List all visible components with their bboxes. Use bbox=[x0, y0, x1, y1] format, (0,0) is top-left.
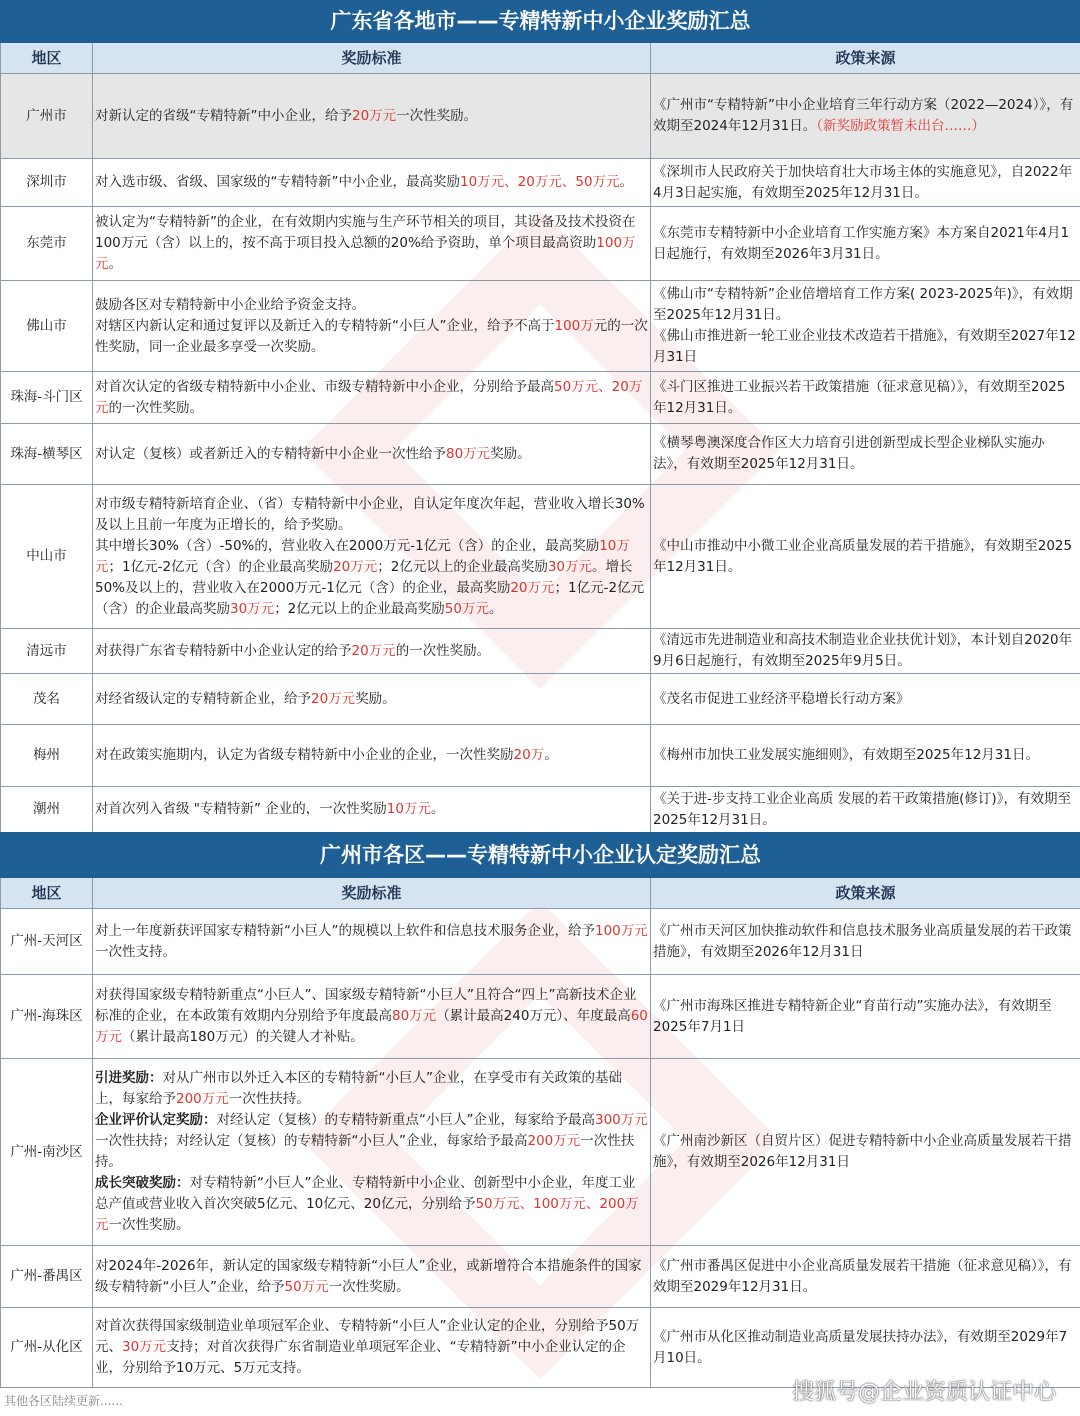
text-segment: 《广州市天河区加快推动软件和信息技术服务业高质量发展的若干政策措施》，有效期至2026年12月31日 bbox=[653, 922, 1072, 960]
text-segment: （累计最高180万元）的关键人才补贴。 bbox=[122, 1029, 364, 1045]
text-segment: 。增长50%及以上的，营业收入在2000万元-1亿元（含）的企业，最高奖励 bbox=[95, 558, 633, 596]
standard-cell bbox=[93, 74, 651, 159]
highlight-amount: 300万元 bbox=[595, 1112, 648, 1128]
source-watermark: 搜狐号@企业资质认证中心 bbox=[791, 1380, 1056, 1405]
source-cell bbox=[651, 674, 1080, 725]
text-segment: 《清远市先进制造业和高技术制造业企业扶优计划》，本计划自2020年9月6日起施行，有效期至2025年9月5日。 bbox=[653, 632, 1073, 669]
highlight-amount: 10万元、20万元、50万元 bbox=[460, 174, 620, 190]
text-segment: 对首次认定的省级专精特新中小企业、市级专精特新中小企业，分别给予最高 bbox=[95, 378, 554, 395]
text-segment: 一次性扶持。 bbox=[228, 1091, 310, 1107]
text-segment: 对专精特新“小巨人”企业、专精特新中小企业、创新型中小企业，年度工业总产值或营业收入首次突破5亿元、10亿元、20亿元，分别给予 bbox=[95, 1175, 636, 1212]
highlight-amount: 30万元 bbox=[230, 600, 275, 617]
text-segment: 对首次获得国家级制造业单项冠军企业、专精特新“小巨人”企业认定的企业，分别给予50万元、 bbox=[95, 1318, 640, 1355]
region-cell: 广州-从化区 bbox=[1, 1308, 93, 1388]
highlight-amount: 100万 bbox=[554, 317, 594, 334]
text-segment: 对在政策实施期内，认定为省级专精特新中小企业的企业，一次性奖励 bbox=[95, 747, 514, 763]
highlight-amount: 30万元 bbox=[122, 1339, 167, 1355]
source-cell bbox=[651, 74, 1080, 159]
text-segment: 奖励。 bbox=[490, 445, 531, 462]
text-segment: 。 bbox=[544, 747, 558, 763]
text-segment: 对经认定（复核）的专精特新重点“小巨人”企业，每家给予最高 bbox=[216, 1112, 595, 1128]
table-row bbox=[1, 674, 1080, 725]
header-standard: 奖励标准 bbox=[93, 878, 651, 909]
region-cell: 深圳市 bbox=[1, 159, 93, 207]
table-row bbox=[1, 281, 1080, 372]
source-cell bbox=[651, 207, 1080, 281]
footer-note: 其他各区陆续更新...... bbox=[4, 1394, 123, 1408]
region-cell: 潮州 bbox=[1, 787, 93, 833]
guangzhou-district-table bbox=[0, 832, 1080, 1388]
source-cell bbox=[651, 281, 1080, 372]
text-segment: 的一次性奖励。 bbox=[108, 399, 203, 416]
table-row bbox=[1, 159, 1080, 207]
text-segment: 一次性扶持。 bbox=[95, 1133, 635, 1170]
highlight-amount: 30万元 bbox=[547, 558, 593, 575]
standard-cell bbox=[93, 281, 651, 372]
standard-cell bbox=[93, 207, 651, 281]
text-segment: 。 bbox=[430, 801, 445, 817]
text-segment: 《中山市推动中小微工业企业高质量发展的若干措施》，有效期至2025年12月31日。 bbox=[653, 537, 1073, 575]
highlight-amount: 20万元 bbox=[311, 690, 356, 707]
region-cell: 广州-番禺区 bbox=[1, 1246, 93, 1308]
table-row bbox=[1, 207, 1080, 281]
source-cell bbox=[651, 1246, 1080, 1308]
table-row bbox=[1, 485, 1080, 629]
text-segment: 《梅州市加快工业发展实施细则》，有效期至2025年12月31日。 bbox=[653, 747, 1039, 763]
source-cell bbox=[651, 424, 1080, 485]
standard-cell bbox=[93, 1308, 651, 1388]
highlight-amount: 100万元 bbox=[595, 922, 648, 939]
header-region: 地区 bbox=[1, 878, 93, 909]
region-cell: 珠海-斗门区 bbox=[1, 372, 93, 424]
standard-cell bbox=[93, 909, 651, 975]
region-cell: 中山市 bbox=[1, 485, 93, 629]
region-cell: 广州-天河区 bbox=[1, 909, 93, 975]
text-segment: 其中增长30%（含）-50%的，营业收入在2000万元-1亿元（含）的企业，最高奖励 bbox=[95, 537, 600, 554]
standard-cell bbox=[93, 159, 651, 207]
text-segment: 对2024年-2026年，新认定的国家级专精特新“小巨人”企业，或新增符合本措施条件的国家级专精特新“小巨人”企业，给予 bbox=[95, 1257, 642, 1295]
text-segment: 。 bbox=[619, 174, 634, 190]
header-standard: 奖励标准 bbox=[93, 43, 651, 74]
text-segment: 对新认定的省级“专精特新”中小企业，给予 bbox=[95, 107, 352, 124]
highlight-amount: 20万元 bbox=[352, 107, 397, 124]
text-segment: 一次性奖励。 bbox=[396, 107, 478, 124]
table-row bbox=[1, 725, 1080, 787]
highlight-amount: 200万元 bbox=[527, 1133, 581, 1149]
text-segment: 对上一年度新获评国家专精特新“小巨人”的规模以上软件和信息技术服务企业，给予 bbox=[95, 922, 595, 939]
highlight-amount: 10万元 bbox=[386, 801, 431, 817]
text-segment: 。 bbox=[488, 600, 503, 617]
text-segment: 对入选市级、省级、国家级的“专精特新”中小企业，最高奖励 bbox=[95, 174, 460, 190]
text-segment: 一次性支持。 bbox=[95, 943, 176, 960]
source-cell bbox=[651, 485, 1080, 629]
highlight-amount: 100万元 bbox=[95, 235, 636, 272]
highlight-amount: 50万元、20万元 bbox=[95, 378, 643, 416]
standard-cell bbox=[93, 424, 651, 485]
text-segment: 对从广州市以外迁入本区的专精特新“小巨人”企业，在享受市有关政策的基础上，每家给予 bbox=[95, 1070, 622, 1107]
table-title: 广东省各地市——专精特新中小企业奖励汇总 bbox=[1, 1, 1080, 43]
text-segment: 的一次性奖励。 bbox=[395, 642, 491, 659]
table-row bbox=[1, 1308, 1080, 1388]
table-row bbox=[1, 74, 1080, 159]
source-cell bbox=[651, 975, 1080, 1059]
highlight-amount: 20万 bbox=[513, 747, 545, 763]
table-row bbox=[1, 629, 1080, 674]
text-segment: 《关于进-步支持工业企业高质 发展的若干政策措施(修订)》，有效期至2025年12月31日。 bbox=[653, 790, 1071, 828]
table-row bbox=[1, 372, 1080, 424]
text-segment: 奖励。 bbox=[355, 690, 396, 707]
region-cell: 珠海-横琴区 bbox=[1, 424, 93, 485]
standard-cell bbox=[93, 674, 651, 725]
text-segment: 《横琴粤澳深度合作区大力培育引进创新型成长型企业梯队实施办法》，有效期至2025年12月31日。 bbox=[653, 435, 1045, 472]
highlight-amount: 50万元 bbox=[284, 1278, 329, 1295]
source-cell bbox=[651, 629, 1080, 674]
table-row bbox=[1, 909, 1080, 975]
highlight-amount: 60万元 bbox=[95, 1008, 648, 1045]
header-region: 地区 bbox=[1, 43, 93, 74]
text-segment: 对认定（复核）或者新迁入的专精特新中小企业一次性给予 bbox=[95, 445, 446, 462]
standard-cell bbox=[93, 725, 651, 787]
text-segment: 《斗门区推进工业振兴若干政策措施（征求意见稿）》，有效期至2025年12月31日。 bbox=[653, 378, 1066, 416]
highlight-amount: 80万元 bbox=[446, 445, 491, 462]
bold-label: 引进奖励： bbox=[95, 1070, 163, 1086]
standard-cell bbox=[93, 372, 651, 424]
text-segment: ；2亿元以上的企业最高奖励 bbox=[274, 600, 445, 617]
highlight-amount: 20万元 bbox=[333, 558, 378, 575]
region-cell: 佛山市 bbox=[1, 281, 93, 372]
region-cell: 广州-南沙区 bbox=[1, 1059, 93, 1246]
highlight-amount: 200万元 bbox=[176, 1091, 229, 1107]
text-segment: 《广州市从化区推动制造业高质量发展扶持办法》，有效期至2029年7月10日。 bbox=[653, 1328, 1068, 1366]
bold-label: 企业评价认定奖励： bbox=[95, 1112, 217, 1128]
standard-cell bbox=[93, 629, 651, 674]
text-segment: ；1亿元-2亿元（含）的企业最高奖励 bbox=[108, 558, 334, 575]
text-segment: 。 bbox=[108, 256, 122, 272]
text-segment: 《广州市海珠区推进专精特新企业“育苗行动”实施办法》，有效期至2025年7月1日 bbox=[653, 997, 1052, 1035]
highlight-amount: （新奖励政策暂未出台……） bbox=[816, 118, 985, 134]
standard-cell bbox=[93, 1246, 651, 1308]
source-cell bbox=[651, 1308, 1080, 1388]
text-segment: 对首次列入省级 "专精特新” 企业的，一次性奖励 bbox=[95, 801, 387, 817]
text-segment: 鼓励各区对专精特新中小企业给予资金支持。 bbox=[95, 296, 365, 313]
source-cell bbox=[651, 725, 1080, 787]
text-segment: 对获得国家级专精特新重点“小巨人”、国家级专精特新“小巨人”且符合“四上”高新技术企业标准的企业，在本政策有效期内分别给予年度最高 bbox=[95, 987, 637, 1024]
source-cell bbox=[651, 787, 1080, 833]
table-row bbox=[1, 1059, 1080, 1246]
bold-label: 成长突破奖励： bbox=[95, 1175, 190, 1191]
highlight-amount: 50万元、100万元、200万元 bbox=[95, 1196, 639, 1233]
text-segment: 《东莞市专精特新中小企业培育工作实施方案》本方案自2021年4月1日起施行，有效期至2026年3月31日。 bbox=[653, 224, 1070, 262]
standard-cell bbox=[93, 787, 651, 833]
standard-cell bbox=[93, 485, 651, 629]
text-segment: （累计最高240万元）、年度最高 bbox=[436, 1008, 631, 1024]
region-cell: 清远市 bbox=[1, 629, 93, 674]
standard-cell bbox=[93, 1059, 651, 1246]
text-segment: 被认定为“专精特新”的企业，在有效期内实施与生产环节相关的项目，其设备及技术投资在100万元（含）以上的，按不高于项目投入总额的20%给予资助，单个项目最高资助 bbox=[95, 214, 636, 251]
text-segment: 对获得广东省专精特新中小企业认定的给予 bbox=[95, 642, 352, 659]
text-segment: 一次性扶持；对经认定（复核）的专精特新“小巨人”企业，每家给予最高 bbox=[95, 1133, 528, 1149]
text-segment: 一次性奖励。 bbox=[108, 1217, 190, 1233]
table-row bbox=[1, 424, 1080, 485]
region-cell: 东莞市 bbox=[1, 207, 93, 281]
text-segment: 对经省级认定的专精特新企业，给予 bbox=[95, 690, 311, 707]
table-row bbox=[1, 975, 1080, 1059]
text-segment: 《广州市“专精特新”中小企业培育三年行动方案（2022—2024）》，有效期至2024年12月31日。 bbox=[653, 97, 1074, 134]
text-segment: 《深圳市人民政府关于加快培育壮大市场主体的实施意见》，自2022年4月3日起实施，有效期至2025年12月31日。 bbox=[653, 163, 1073, 201]
source-cell bbox=[651, 159, 1080, 207]
highlight-amount: 50万元 bbox=[444, 600, 489, 617]
text-segment: 《广州市番禺区促进中小企业高质量发展若干措施（征求意见稿）》，有效期至2029年12月31日。 bbox=[653, 1257, 1072, 1295]
source-cell bbox=[651, 372, 1080, 424]
region-cell: 茂名 bbox=[1, 674, 93, 725]
text-segment: 《佛山市推进新一轮工业企业技术改造若干措施》，有效期至2027年12月31日 bbox=[653, 328, 1076, 365]
header-source: 政策来源 bbox=[651, 878, 1080, 909]
text-segment: 元的一次性奖励，同一企业最多享受一次奖励。 bbox=[95, 317, 648, 355]
source-cell bbox=[651, 909, 1080, 975]
highlight-amount: 20万元 bbox=[351, 642, 396, 659]
text-segment: 《茂名市促进工业经济平稳增长行动方案》 bbox=[653, 690, 910, 707]
text-segment: 《广州南沙新区（自贸片区）促进专精特新中小企业高质量发展若干措施》，有效期至2026年12月31日 bbox=[653, 1133, 1072, 1170]
table-row bbox=[1, 1246, 1080, 1308]
table-title: 广州市各区——专精特新中小企业认定奖励汇总 bbox=[1, 833, 1080, 878]
text-segment: 一次性奖励。 bbox=[328, 1278, 410, 1295]
highlight-amount: 20万元 bbox=[510, 579, 555, 596]
text-segment: 对市级专精特新培育企业、（省）专精特新中小企业，自认定年度次年起，营业收入增长30%及以上且前一年度为正增长的，给予奖励。 bbox=[95, 495, 645, 533]
text-segment: ；2亿元以上的企业最高奖励 bbox=[377, 558, 548, 575]
highlight-amount: 80万元 bbox=[392, 1008, 437, 1024]
region-cell: 梅州 bbox=[1, 725, 93, 787]
region-cell: 广州市 bbox=[1, 74, 93, 159]
highlight-amount: 10万元 bbox=[95, 537, 630, 575]
text-segment: ；1亿元-2亿元（含）的企业最高奖励 bbox=[95, 579, 645, 617]
header-source: 政策来源 bbox=[651, 43, 1080, 74]
table-row bbox=[1, 787, 1080, 833]
standard-cell bbox=[93, 975, 651, 1059]
source-cell bbox=[651, 1059, 1080, 1246]
region-cell: 广州-海珠区 bbox=[1, 975, 93, 1059]
text-segment: 支持；对首次获得广东省制造业单项冠军企业、“专精特新”中小企业认定的企业，分别给予10万元、5万元支持。 bbox=[95, 1339, 626, 1376]
text-segment: 对辖区内新认定和通过复评以及新迁入的专精特新“小巨人”企业，给予不高于 bbox=[95, 317, 555, 334]
text-segment: 《佛山市“专精特新”企业倍增培育工作方案( 2023-2025年)》，有效期至2025年12月31日。 bbox=[653, 286, 1073, 323]
